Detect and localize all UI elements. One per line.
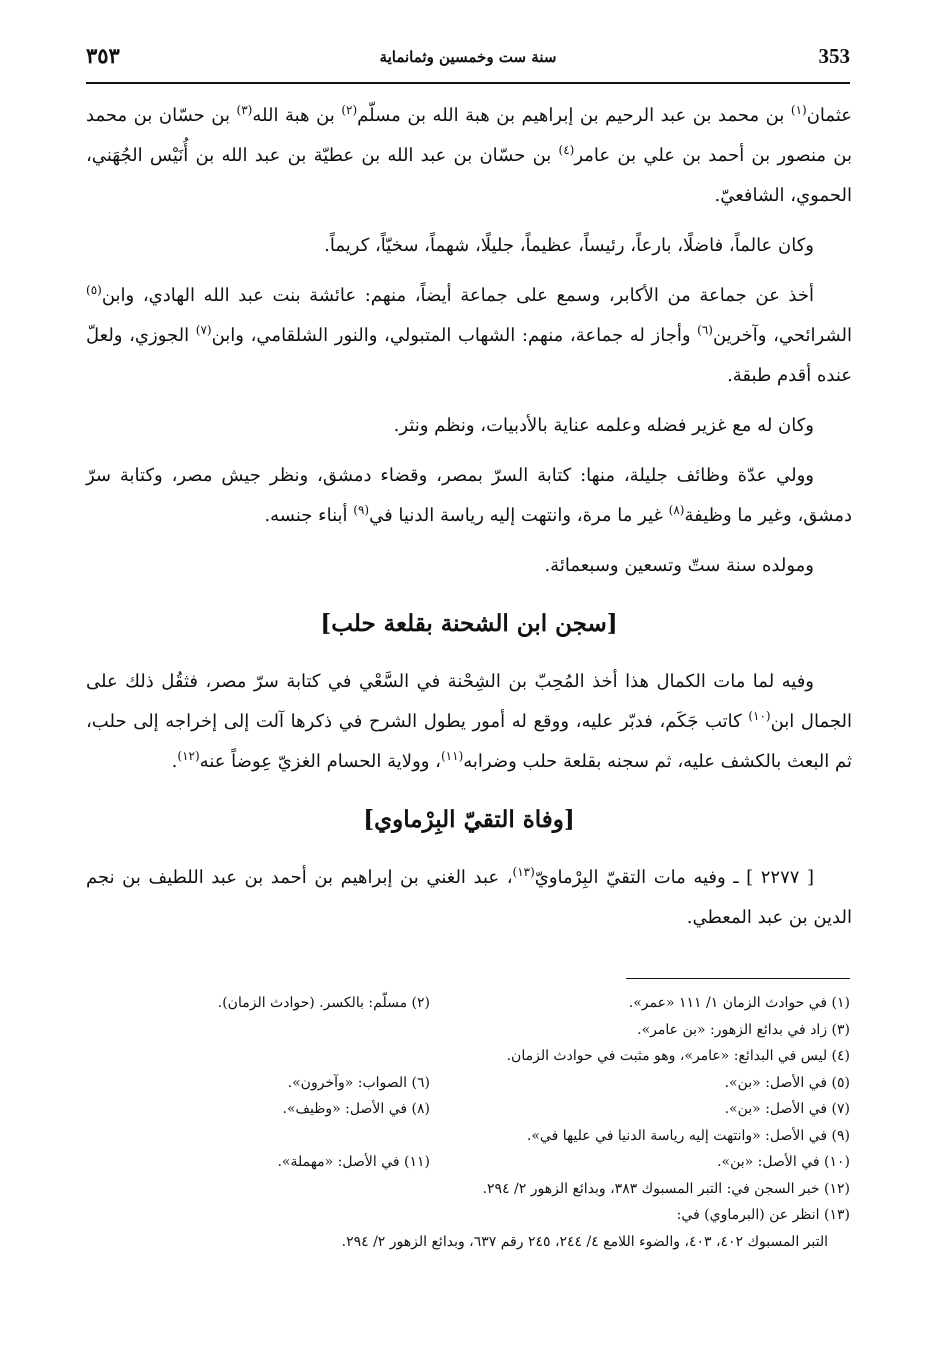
footnote-ref: (٥): [86, 283, 102, 297]
footnote-13: (١٣) انظر عن (البرماوي) في:: [676, 1207, 850, 1223]
footnote-ref: (٧): [195, 323, 212, 337]
footnote-row: [100, 990, 850, 1017]
text-run: الجوزي، ولعلّ عنده أقدم طبقة.: [86, 325, 852, 386]
text-run: كاتب جَكَم، فدبّر عليه، ووقع له أمور يطول الشرح في ذكرها آلت إلى إخراجه إلى حلب، ثم البعث بالكشف عليه، ثم سجنه بقلعة حلب وضرابه: [86, 711, 852, 772]
footnote-7: (٧) في الأصل: «بن».: [724, 1101, 850, 1117]
paragraph-lineage: [86, 96, 852, 216]
footnote-11: (١١) في الأصل: «مهملة».: [277, 1154, 430, 1170]
footnote-ref: (٦): [697, 323, 713, 337]
main-text: [86, 96, 852, 948]
text-run: [ ٢٢٧٧ ] ـ وفيه مات التقيّ البِرْماويّ: [534, 867, 815, 888]
footnote-ref: (٣): [236, 103, 253, 117]
footnote-13-continuation: التبر المسبوك ٤٠٢، ٤٠٣، والضوء اللامع ٤/ ٢٤٤، ٢٤٥ رقم ٦٣٧، وبدائع الزهور ٢/ ٢٩٤.: [341, 1233, 828, 1250]
text-run: وولي عدّة وظائف جليلة، منها: كتابة السرّ بمصر، وقضاء دمشق، ونظر جيش مصر، وكتابة سرّ دمشق، وغير ما وظيفة: [86, 465, 852, 526]
footnote-ref: (١١): [440, 749, 464, 763]
footnote-12: (١٢) خبر السجن في: التبر المسبوك ٣٨٣، وبدائع الزهور ٢/ ٢٩٤.: [482, 1180, 850, 1197]
paragraph-prison: [86, 662, 852, 782]
text-run: غير ما مرة، وانتهت إليه رياسة الدنيا في: [369, 505, 669, 526]
footnote-10: (١٠) في الأصل: «بن».: [717, 1154, 850, 1170]
text-run: أبناء جنسه.: [264, 505, 354, 526]
paragraph-birth: ومولده سنة ستّ وتسعين وسبعمائة.: [544, 555, 814, 576]
text-run: بن محمد بن عبد الرحيم بن إبراهيم بن هبة الله بن مسلّم: [357, 105, 791, 126]
footnote-4: (٤) ليس في البدائع: «عامر»، وهو مثبت في حوادث الزمان.: [506, 1048, 850, 1064]
section-heading-prison: [سجن ابن الشحنة بقلعة حلب]: [320, 610, 618, 637]
paragraph-offices: [86, 456, 852, 536]
footnote-1: (١) في حوادث الزمان ١/ ١١١ «عمر».: [628, 995, 850, 1011]
footnotes: [100, 990, 850, 1255]
footnote-9: (٩) في الأصل: «وانتهت إليه رياسة الدنيا في عليها في».: [526, 1127, 850, 1144]
section-heading-death: [وفاة التقيّ البِرْماوي]: [363, 806, 575, 833]
page-header: [86, 42, 850, 84]
text-run: ، عبد الغني بن إبراهيم بن أحمد بن عبد اللطيف بن نجم الدين بن عبد المعطي.: [86, 867, 852, 928]
footnote-6: (٦) الصواب: «وآخرون».: [287, 1074, 430, 1091]
footnote-3: (٣) زاد في بدائع الزهور: «بن عامر».: [637, 1021, 850, 1038]
footnote-row: [100, 1070, 850, 1097]
footnote-separator: [626, 978, 850, 979]
footnote-ref: (٢): [341, 103, 358, 117]
footnote-2: (٢) مسلّم: بالكسر. (حوادث الزمان).: [217, 995, 430, 1011]
text-run: ، وولاية الحسام الغزيّ عِوضاً عنه: [199, 751, 441, 772]
paragraph-teachers: [86, 276, 852, 396]
footnote-ref: (١٣): [512, 865, 535, 879]
text-run: أخذ عن جماعة من الأكابر، وسمع على جماعة أيضاً، منهم: عائشة بنت عبد الله الهادي، وابن: [101, 285, 814, 306]
footnote-8: (٨) في الأصل: «وظيف».: [282, 1101, 430, 1117]
text-run: وفيه لما مات الكمال هذا أخذ المُحِبّ بن الشِحْنة في السَّعْي في كتابة سرّ مصر، فثقُل ذلك على الجمال ابن: [86, 671, 852, 732]
page-number-arabic: ٣٥٣: [86, 44, 120, 68]
footnote-ref: (٩): [353, 503, 370, 517]
footnote-row: [100, 1096, 850, 1123]
footnote-ref: (٨): [668, 503, 685, 517]
text-run: بن حسّان بن عبد الله بن عطيّة بن عبد الله بن أُنَيْس الجُهَني، الحموي، الشافعيّ.: [86, 145, 852, 206]
paragraph-qualities: وكان عالماً، فاضلًا، بارعاً، رئيساً، عظيماً، جليلًا، شهماً، سخيّاً، كريماً.: [324, 235, 814, 256]
running-title: سنة ست وخمسين وثمانماية: [379, 48, 557, 66]
text-run: الشرائحي، وآخرين: [712, 325, 852, 346]
footnote-ref: (١): [790, 103, 807, 117]
footnote-ref: (١٢): [177, 749, 200, 763]
text-run: .: [171, 751, 178, 772]
footnote-ref: (٤): [558, 143, 575, 157]
page-number-latin: 353: [818, 44, 850, 68]
footnote-ref: (١٠): [748, 709, 771, 723]
text-run: بن حسّان بن محمد بن منصور بن أحمد بن علي بن عامر: [86, 105, 852, 166]
footnote-row: [100, 1149, 850, 1176]
text-run: عثمان: [806, 105, 852, 126]
text-run: وأجاز له جماعة، منهم: الشهاب المتبولي، والنور الشلقامي، وابن: [211, 325, 698, 346]
text-run: بن هبة الله: [252, 105, 342, 126]
footnote-5: (٥) في الأصل: «بن».: [724, 1074, 850, 1091]
paragraph-literature: وكان له مع غزير فضله وعلمه عناية بالأدبيات، ونظم ونثر.: [393, 415, 814, 436]
paragraph-entry-2277: [86, 858, 852, 938]
